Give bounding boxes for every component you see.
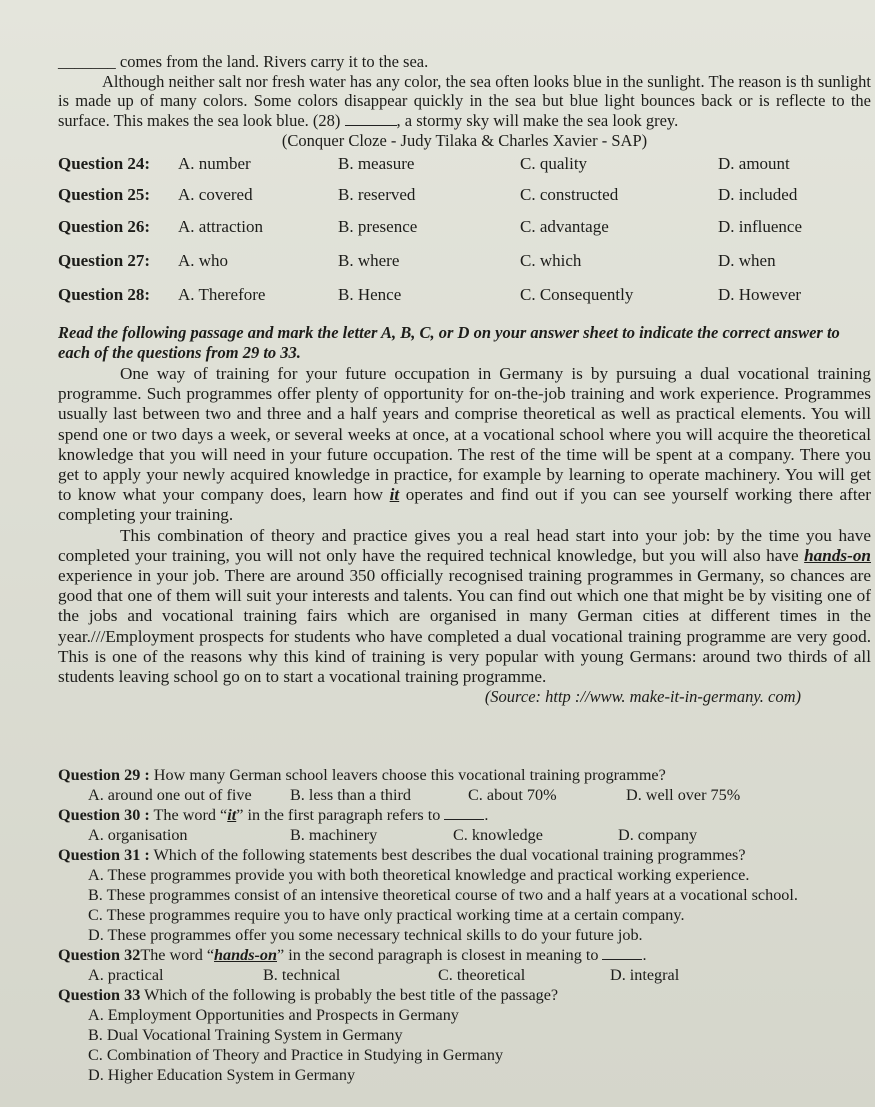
- option-d[interactable]: D. well over 75%: [626, 786, 741, 804]
- question-33: [58, 985, 871, 1085]
- option-b[interactable]: B. Hence: [338, 285, 402, 304]
- option-a[interactable]: A. around one out of five: [88, 786, 252, 804]
- question-label: Question 31 :: [58, 846, 150, 864]
- option-b[interactable]: B. measure: [338, 154, 415, 173]
- option-d[interactable]: D. company: [618, 826, 698, 844]
- option-b[interactable]: B. machinery: [290, 826, 378, 844]
- passage-source: (Source: http ://www. make-it-in-germany. com): [484, 687, 801, 707]
- question-text: Which of the following statements best describes the dual vocational training programmes?: [153, 846, 746, 864]
- reading-passage: [58, 364, 871, 707]
- question-text-a: The word “: [153, 806, 228, 824]
- answer-blank: [444, 819, 484, 820]
- option-c[interactable]: C. quality: [520, 154, 588, 173]
- question-text-a: The word “: [140, 946, 215, 964]
- option-a[interactable]: A. practical: [88, 966, 164, 984]
- option-d[interactable]: D. integral: [610, 966, 680, 984]
- question-label: Question 25:: [58, 185, 151, 204]
- option-c[interactable]: C. knowledge: [453, 826, 543, 844]
- question-30: [58, 805, 871, 845]
- question-31: [58, 845, 871, 945]
- question-text: Which of the following is probably the best title of the passage?: [144, 986, 559, 1004]
- question-text-b: ” in the second paragraph is closest in meaning to: [277, 946, 599, 964]
- passage-p1-b: operates and find out if you can see yourself working there after completing your training.: [58, 485, 872, 525]
- option-d[interactable]: D. amount: [718, 154, 790, 173]
- passage-paragraph-1: [58, 364, 871, 526]
- question-text: How many German school leavers choose this vocational training programme?: [153, 766, 666, 784]
- mcq-25: [58, 185, 875, 213]
- answer-blank: [602, 959, 642, 960]
- blank-28: [345, 125, 397, 126]
- mcq-24: [58, 154, 875, 182]
- option-c[interactable]: C. Combination of Theory and Practice in Studying in Germany: [88, 1046, 504, 1064]
- option-d[interactable]: D. These programmes offer you some necessary technical skills to do your future job.: [88, 926, 643, 944]
- option-d[interactable]: D. when: [718, 251, 776, 270]
- question-text-b: ” in the first paragraph refers to: [236, 806, 441, 824]
- option-b[interactable]: B. technical: [263, 966, 341, 984]
- option-c[interactable]: C. which: [520, 251, 582, 270]
- question-label: Question 32: [58, 946, 141, 964]
- question-label: Question 28:: [58, 285, 151, 304]
- question-label: Question 24:: [58, 154, 151, 173]
- option-a[interactable]: A. who: [178, 251, 229, 270]
- cloze-line-1-text: comes from the land. Rivers carry it to the sea.: [119, 52, 429, 71]
- cloze-paragraph-pre: Although neither salt nor fresh water has any color, the sea often looks blue in the sunlight. The reason is th sunlight is made up of many colors. Some colors disappear quickly in the sea but blue light bounces back or is reflecte to the surface. This makes the sea look blue. (28): [58, 71, 871, 130]
- option-c[interactable]: C. Consequently: [520, 285, 634, 304]
- passage-paragraph-2: [58, 526, 871, 688]
- option-b[interactable]: B. reserved: [338, 185, 416, 204]
- passage-word-hands-on: hands-on: [804, 545, 871, 565]
- option-c[interactable]: C. constructed: [520, 185, 619, 204]
- option-c[interactable]: C. theoretical: [438, 966, 526, 984]
- option-b[interactable]: B. These programmes consist of an intensive theoretical course of two and a half years at a vocational school.: [88, 886, 798, 904]
- option-a[interactable]: A. Employment Opportunities and Prospects in Germany: [88, 1006, 459, 1024]
- question-label: Question 33: [58, 986, 141, 1004]
- question-29: [58, 765, 871, 805]
- passage-p2-b: experience in your job. There are around 350 officially recognised training programmes in Germany, so chances are good that one of them will suit your interests and talents. You can find out which one that might be by visiting one of the jobs and vocational training fairs which are organised in many German cities at different times in the year.///Employment prospects for students who have completed a dual vocational training programme are very good. This is one of the reasons why this kind of training is very popular with young Germans: around two thirds of all students leaving school go on to start a vocational training programme.: [58, 566, 871, 687]
- passage-p2-a: This combination of theory and practice gives you a real head start into your job: by the time you have completed your training, you will not only have the required technical knowledge, but you will also have: [58, 525, 871, 565]
- mcq-28: [58, 285, 875, 313]
- question-word: it: [227, 806, 237, 824]
- option-d[interactable]: D. Higher Education System in Germany: [88, 1066, 356, 1084]
- mcq-27: [58, 251, 875, 279]
- cloze-blank: _______: [58, 52, 116, 71]
- mcq-26: [58, 217, 875, 245]
- cloze-line-1: [58, 52, 871, 72]
- question-32: [58, 945, 871, 985]
- question-label: Question 26:: [58, 217, 151, 236]
- question-end: .: [642, 946, 647, 964]
- cloze-paragraph: [58, 72, 871, 131]
- option-a[interactable]: A. covered: [178, 185, 253, 204]
- reading-instruction: [58, 323, 871, 362]
- option-a[interactable]: A. These programmes provide you with both theoretical knowledge and practical working experience.: [88, 866, 750, 884]
- option-a[interactable]: A. attraction: [178, 217, 263, 236]
- option-c[interactable]: C. These programmes require you to have only practical working time at a certain company.: [88, 906, 685, 924]
- option-a[interactable]: A. organisation: [88, 826, 188, 844]
- question-end: .: [484, 806, 489, 824]
- option-b[interactable]: B. presence: [338, 217, 418, 236]
- instruction-text: Read the following passage and mark the letter A, B, C, or D on your answer sheet to indicate the correct answer to each of the questions from 29 to 33.: [58, 323, 840, 362]
- option-a[interactable]: A. number: [178, 154, 251, 173]
- option-d[interactable]: D. included: [718, 185, 798, 204]
- option-b[interactable]: B. Dual Vocational Training System in Germany: [88, 1026, 403, 1044]
- question-label: Question 29 :: [58, 766, 150, 784]
- option-d[interactable]: D. However: [718, 285, 802, 304]
- question-label: Question 30 :: [58, 806, 150, 824]
- passage-word-it: it: [389, 485, 400, 505]
- option-c[interactable]: C. about 70%: [468, 786, 557, 804]
- option-b[interactable]: B. less than a third: [290, 786, 411, 804]
- question-word: hands-on: [214, 946, 278, 964]
- option-b[interactable]: B. where: [338, 251, 400, 270]
- questions-29-33: [58, 765, 871, 1085]
- option-a[interactable]: A. Therefore: [178, 285, 266, 304]
- cloze-source: (Conquer Cloze - Judy Tilaka & Charles Xavier - SAP): [281, 131, 648, 151]
- cloze-paragraph-post: , a stormy sky will make the sea look grey.: [396, 110, 679, 130]
- option-c[interactable]: C. advantage: [520, 217, 609, 236]
- question-label: Question 27:: [58, 251, 151, 270]
- cloze-passage: [58, 52, 871, 151]
- option-d[interactable]: D. influence: [718, 217, 803, 236]
- passage-p1-a: One way of training for your future occupation in Germany is by pursuing a dual vocational training programme. Such programmes offer plenty of opportunity for on-the-job training and work experience. Programmes usually last between two and three and a half years and comprise theoretical as well as practical elements. You will spend one or two days a week, or several weeks at once, at a vocational school where you will acquire the theoretical knowledge that you will need in your future occupation. The rest of the time will be spent at a company. There you get to apply your newly acquired knowledge in practice, for example by learning to operate machinery. You will get to know what your company does, learn how: [58, 364, 871, 505]
